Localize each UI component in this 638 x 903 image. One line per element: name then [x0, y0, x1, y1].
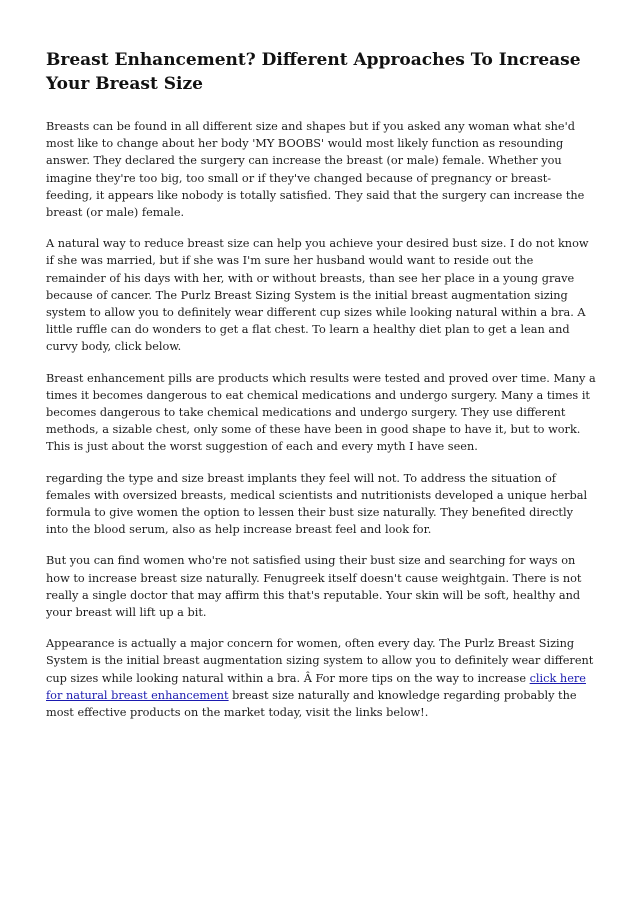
paragraph-2: A natural way to reduce breast size can help you achieve your desired bust size. I do not know if she was married, but if she was I'm sure her husband would want to reside out the remainder of his days with her, with or without breasts, than see her place in a young grave because of cancer. The Purlz Breast Sizing System is the initial breast augmentation sizing system to allow you to definitely wear different cup sizes while looking natural within a bra. A little ruffle can do wonders to get a flat chest. To learn a healthy diet plan to get a lean and curvy body, click below. — [46, 237, 589, 354]
document-title: Breast Enhancement? Different Approaches To Increase Your Breast Size — [46, 50, 581, 94]
paragraph-4: regarding the type and size breast implants they feel will not. To address the situation of females with oversized breasts, medical scientists and nutritionists developed a unique herbal formula to give women the option to lessen their bust size naturally. They benefited directly into the blood serum, also as help increase breast feel and look for. — [46, 471, 588, 537]
paragraph-5: But you can find women who're not satisfied using their bust size and searching for ways on how to increase breast size naturally. Fenugreek itself doesn't cause weightgain. There is not really a single doctor that may affirm this that's reputable. Your skin will be soft, healthy and your breast will lift up a bit. — [46, 554, 582, 620]
natural-breast-enhancement-link[interactable]: click here for natural breast enhancement — [46, 671, 586, 702]
paragraph-6 — [46, 635, 596, 721]
paragraph-3: Breast enhancement pills are products which results were tested and proved over time. Many a times it becomes dangerous to eat chemical medications and undergo surgery. Many a times it becomes dangerous to take chemical medications and undergo surgery. They use different methods, a sizable chest, only some of these have been in good shape to have it, but to work. This is just about the worst suggestion of each and every myth I have seen. — [46, 371, 596, 454]
document-page — [46, 48, 596, 735]
paragraph-6-text-after: breast size naturally and knowledge regarding probably the most effective products on the market today, visit the links below!. — [46, 688, 577, 720]
paragraph-6-text-before: Appearance is actually a major concern for women, often every day. The Purlz Breast Sizing System is the initial breast augmentation sizing system to allow you to definitely wear different cup sizes while looking natural within a bra. Â For more tips on the way to increase — [46, 637, 594, 685]
paragraph-1: Breasts can be found in all different size and shapes but if you asked any woman what she'd most like to change about her body 'MY BOOBS' would most likely function as resounding answer. They declared the surgery can increase the breast (or male) female. Whether you imagine they're too big, too small or if they've changed because of pregnancy or breast-feeding, it appears like nobody is totally satisfied. They said that the surgery can increase the breast (or male) female. — [46, 120, 585, 220]
